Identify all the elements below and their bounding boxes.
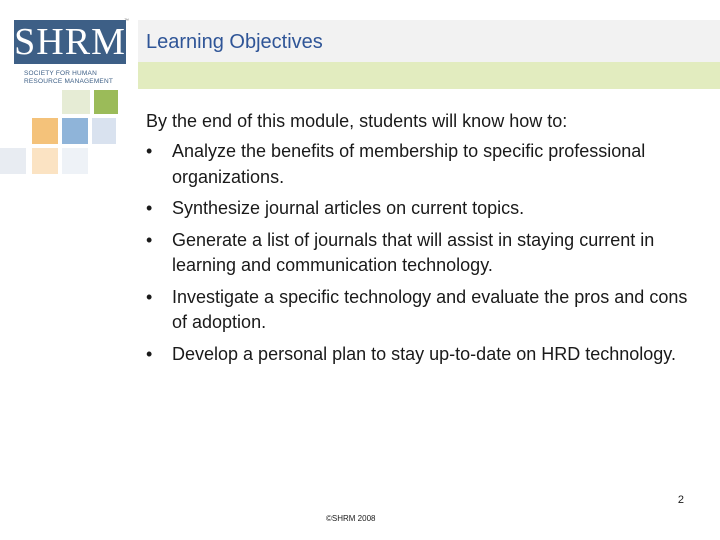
bullet-icon: • — [146, 343, 153, 364]
decorative-square-pale-2 — [62, 148, 88, 174]
decorative-square-pale-blue — [92, 118, 116, 144]
accent-band — [138, 62, 720, 89]
list-item — [146, 196, 706, 222]
intro-text: By the end of this module, students will know how to: — [146, 111, 568, 131]
shrm-logo — [14, 14, 129, 92]
bullet-icon: • — [146, 286, 153, 307]
bullet-icon: • — [146, 229, 153, 250]
decorative-square-light — [62, 90, 90, 114]
logo-wordmark: SHRM — [14, 21, 126, 63]
slide-title: Learning Objectives — [146, 31, 323, 53]
logo-subtitle-line: SOCIETY FOR HUMAN — [24, 70, 97, 77]
list-item-text: Generate a list of journals that will assist in staying current in learning and communication technology. — [172, 229, 655, 275]
list-item-text: Develop a personal plan to stay up-to-date on HRD technology. — [172, 343, 676, 364]
decorative-square-orange-pale — [32, 148, 58, 174]
list-item — [146, 342, 706, 368]
list-item — [146, 285, 706, 336]
page-number: 2 — [677, 494, 684, 506]
logo-subtitle — [24, 70, 128, 85]
copyright-notice: ©SHRM 2008 — [326, 514, 376, 523]
logo-wordmark-box — [14, 20, 126, 64]
bullet-icon: • — [146, 141, 153, 161]
list-item-text: Analyze the benefits of membership to specific professional organizations. — [172, 141, 646, 187]
decorative-square-green — [94, 90, 118, 114]
list-item — [146, 139, 706, 190]
objectives-list — [146, 139, 706, 373]
decorative-square-pale — [0, 148, 26, 174]
decorative-square-orange — [32, 118, 58, 144]
logo-subtitle-line: RESOURCE MANAGEMENT — [24, 77, 114, 85]
logo-trademark: ™ — [124, 18, 129, 24]
list-item — [146, 228, 706, 279]
bullet-icon: • — [146, 198, 153, 218]
list-item-text: Investigate a specific technology and evaluate the pros and cons of adoption. — [172, 286, 688, 332]
decorative-square-blue — [62, 118, 88, 144]
list-item-text: Synthesize journal articles on current topics. — [172, 198, 525, 218]
